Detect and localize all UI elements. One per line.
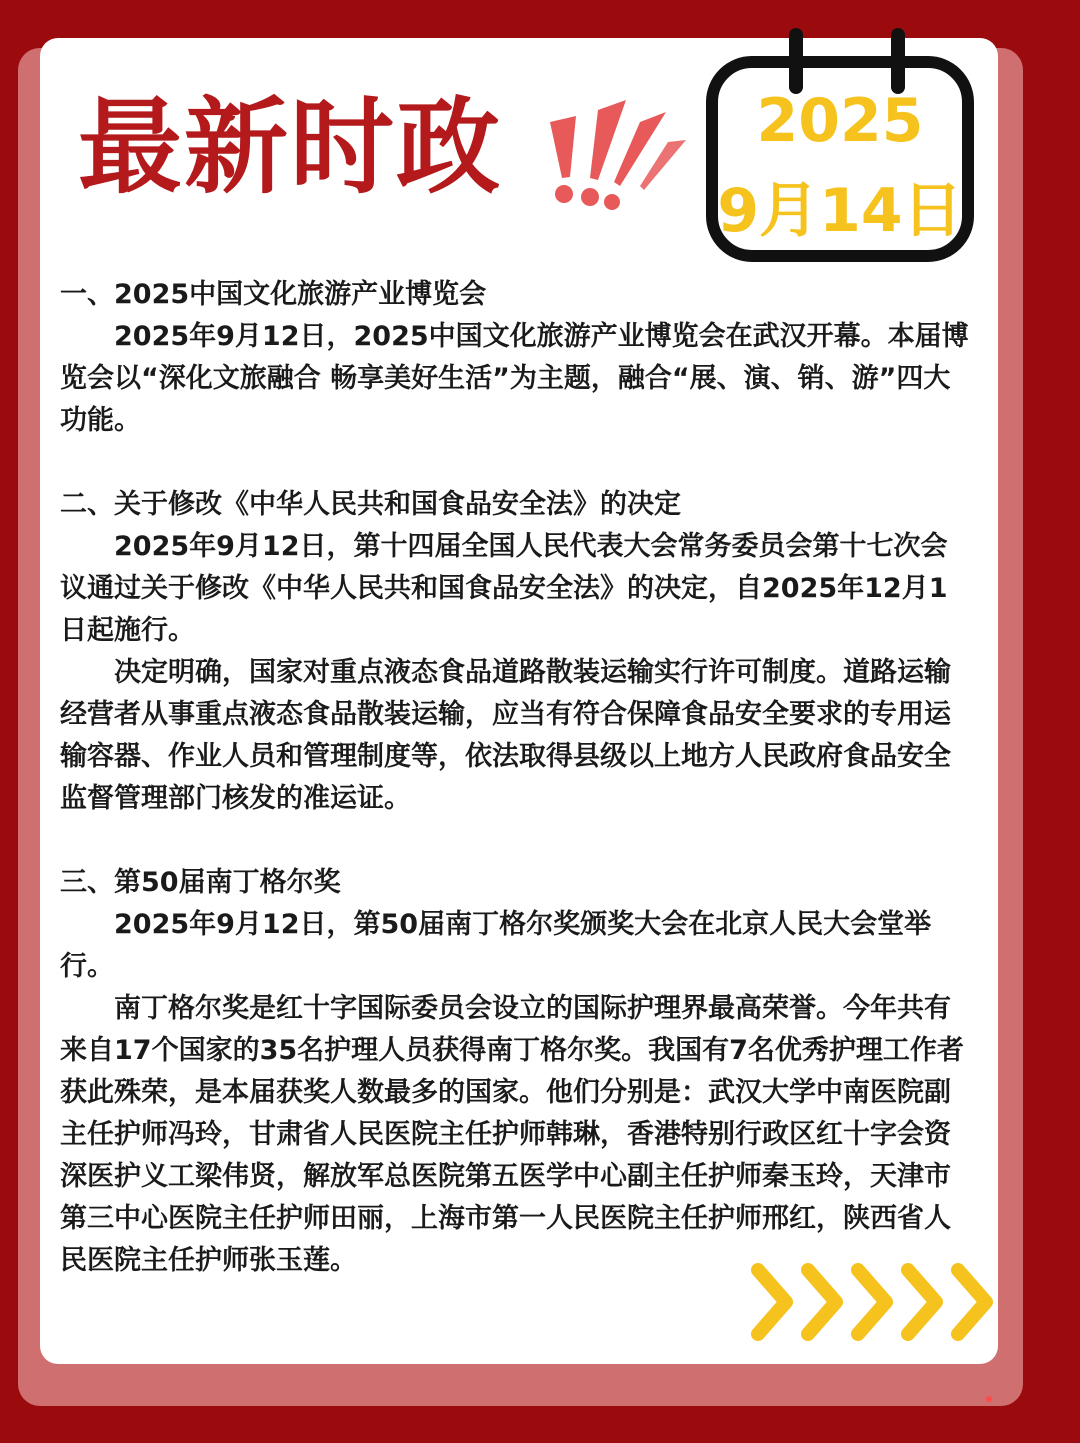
section-paragraph: 2025年9月12日，第50届南丁格尔奖颁奖大会在北京人民大会堂举行。 — [60, 909, 932, 982]
exclamation-marks-icon — [540, 82, 690, 212]
calendar-ring-left — [789, 28, 803, 94]
section-paragraph: 决定明确，国家对重点液态食品道路散装运输实行许可制度。道路运输经营者从事重点液态食品散装运输，应当有符合保障食品安全要求的专用运输容器、作业人员和管理制度等，依法取得县级以上地方人民政府食品安全监督管理部门核发的准运证。 — [60, 657, 951, 814]
article-body — [60, 274, 970, 1282]
decor-dot — [986, 1396, 992, 1402]
section-spacer — [60, 820, 970, 862]
calendar-ring-right — [891, 28, 905, 94]
section-paragraph: 2025年9月12日，2025中国文化旅游产业博览会在武汉开幕。本届博览会以“深化文旅融合 畅享美好生活”为主题，融合“展、演、销、游”四大功能。 — [60, 321, 969, 436]
calendar-date: 9月14日 — [717, 176, 963, 246]
section-heading: 二、关于修改《中华人民共和国食品安全法》的决定 — [60, 489, 681, 520]
headline-title: 最新时政 — [78, 86, 503, 208]
section-paragraph: 南丁格尔奖是红十字国际委员会设立的国际护理界最高荣誉。今年共有来自17个国家的35名护理人员获得南丁格尔奖。我国有7名优秀护理工作者获此殊荣，是本届获奖人数最多的国家。他们分别是：武汉大学中南医院副主任护师冯玲，甘肃省人民医院主任护师韩琳，香港特别行政区红十字会资深医护义工梁伟贤，解放军总医院第五医学中心副主任护师秦玉玲，天津市第三中心医院主任护师田丽，上海市第一人民医院主任护师邢红，陕西省人民医院主任护师张玉莲。 — [60, 993, 964, 1276]
chevrons-right-icon — [748, 1262, 998, 1342]
section-paragraph: 2025年9月12日，第十四届全国人民代表大会常务委员会第十七次会议通过关于修改《中华人民共和国食品安全法》的决定，自2025年12月1日起施行。 — [60, 531, 948, 646]
section-heading: 三、第50届南丁格尔奖 — [60, 867, 341, 898]
section-spacer — [60, 442, 970, 484]
section-heading: 一、2025中国文化旅游产业博览会 — [60, 279, 487, 310]
calendar-year: 2025 — [756, 86, 924, 156]
